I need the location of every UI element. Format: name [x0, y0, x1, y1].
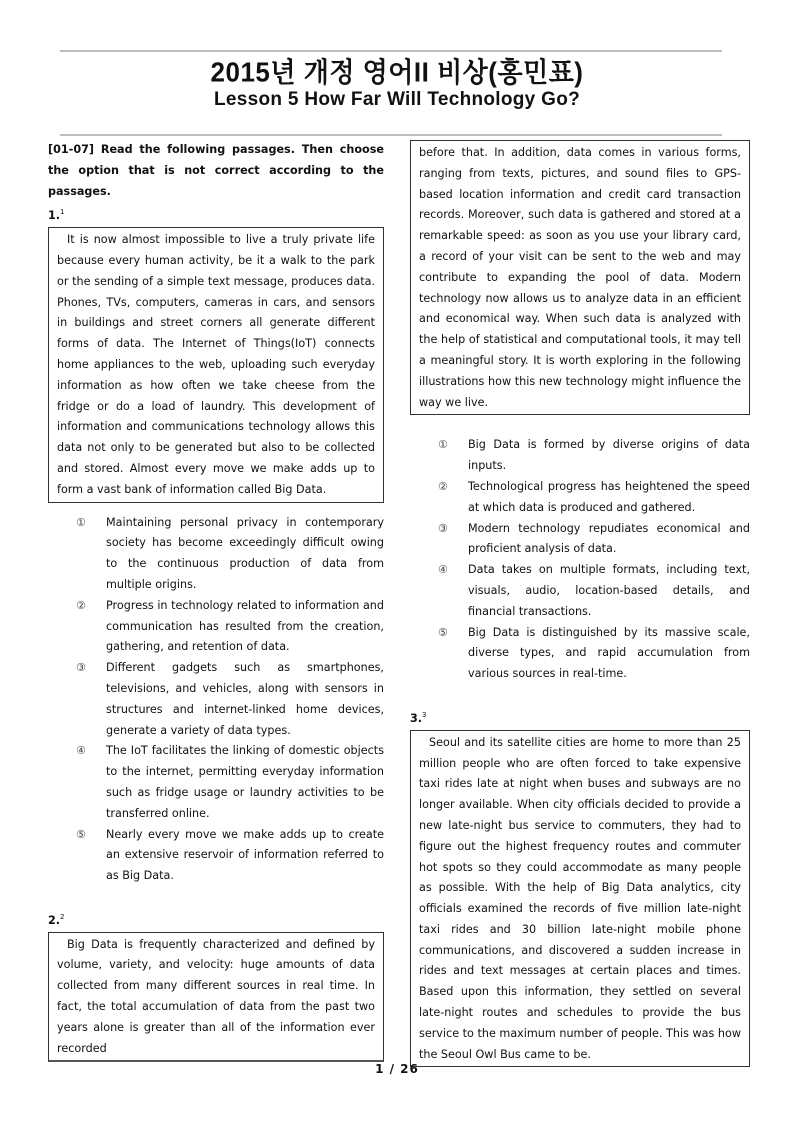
spacer	[48, 887, 384, 907]
passage-text: Seoul and its satellite cities are home to more than 25 million people who are often forced to take expensive taxi rides late at night when buses and subways are no longer available. When city officials decided to provide a new late-night bus service to commuters, they had to figure out the highest frequency routes and commuter hot spots so they could accommodate as many people as possible. With the help of Big Data analytics, city officials examined the records of five million late-night taxi rides and 30 billion late-night mobile phone communications, and discovered a sudden increase in rides and text messages at certain places and times. Based upon this information, they settled on several late-night routes and schedules to provide the bus service to the maximum number of people. This was how the Seoul Owl Bus came to be.	[419, 735, 741, 1061]
option-marker: ①	[76, 515, 86, 529]
instructions: [01-07] Read the following passages. Then choose the option that is not correct according to the passages.	[48, 143, 384, 198]
option-marker: ①	[438, 438, 448, 452]
question-label: 3.	[410, 711, 423, 725]
question-number-1	[48, 202, 384, 227]
option-item[interactable]	[410, 435, 750, 477]
option-item[interactable]	[48, 513, 384, 596]
lesson-subtitle: Lesson 5 How Far Will Technology Go?	[213, 89, 581, 110]
option-item[interactable]	[410, 623, 750, 685]
option-item[interactable]	[48, 658, 384, 741]
option-text: Big Data is formed by diverse origins of data inputs.	[468, 438, 750, 473]
footnote-marker: 3	[422, 710, 427, 719]
document-title: 2015년 개정 영어II 비상(홍민표)	[210, 56, 584, 88]
left-column	[48, 140, 384, 1062]
option-marker: ④	[438, 563, 448, 577]
question-label: 1.	[48, 209, 61, 223]
option-marker: ③	[76, 661, 86, 675]
passage-text: It is now almost impossible to live a truly private life because every human activity, be it a walk to the park or the sending of a simple text message, produces data. Phones, TVs, computers, cameras in cars, and sensors in buildings and street corners all generate different forms of data. The Internet of Things(IoT) connects home appliances to the web, uploading such everyday information as how often we take cheese from the fridge or do a load of laundry. This development of information and communications technology allows this data not only to be generated but also to be collected and stored. Almost every move we make adds up to form a vast bank of information called Big Data.	[57, 233, 375, 496]
option-marker: ④	[76, 744, 86, 758]
question-label: 2.	[48, 913, 61, 927]
document-header	[0, 56, 794, 112]
option-text: Different gadgets such as smartphones, televisions, and vehicles, along with sensors in structures and internet-linked home devices, generate a variety of data types.	[106, 661, 384, 737]
option-text: Data takes on multiple formats, including text, visuals, audio, location-based details, and financial transactions.	[468, 563, 750, 618]
option-marker: ②	[438, 479, 448, 493]
header-rule-bottom	[60, 134, 722, 136]
option-item[interactable]	[48, 825, 384, 887]
option-item[interactable]	[48, 741, 384, 824]
options-list-2	[410, 435, 750, 685]
question-number-2	[48, 907, 384, 932]
option-text: Progress in technology related to information and communication has resulted from the creation, gathering, and retention of data.	[106, 598, 384, 654]
option-marker: ⑤	[76, 827, 86, 841]
option-text: Modern technology repudiates economical and proficient analysis of data.	[468, 521, 750, 556]
option-marker: ③	[438, 521, 448, 535]
footnote-marker: 2	[60, 912, 65, 921]
option-item[interactable]	[48, 596, 384, 658]
option-item[interactable]	[410, 477, 750, 519]
right-column	[410, 140, 750, 1067]
option-text: Maintaining personal privacy in contemporary society has become exceedingly difficult owing to the continuous production of data from multiple origins.	[106, 515, 384, 591]
option-text: Big Data is distinguished by its massive scale, diverse types, and rapid accumulation from various sources in real-time.	[468, 625, 750, 681]
option-marker: ⑤	[438, 625, 448, 639]
option-item[interactable]	[410, 519, 750, 561]
passage-box-2-part1	[48, 932, 384, 1063]
spacer	[410, 685, 750, 705]
question-number-3	[410, 705, 750, 730]
passage-box-3	[410, 730, 750, 1068]
option-marker: ②	[76, 598, 86, 612]
option-item[interactable]	[410, 560, 750, 622]
passage-box-2-part2	[410, 140, 750, 415]
footnote-marker: 1	[60, 208, 65, 217]
option-text: Technological progress has heightened the speed at which data is produced and gathered.	[468, 479, 750, 514]
option-text: Nearly every move we make adds up to create an extensive reservoir of information referred to as Big Data.	[106, 827, 384, 883]
passage-text: Big Data is frequently characterized and defined by volume, variety, and velocity: huge amounts of data collected from many different sources in real time. In fact, the total accumulation of data from the past two years alone is greater than all of the information ever recorded	[57, 937, 375, 1055]
page-indicator: 1 / 26	[375, 1062, 419, 1076]
options-list-1	[48, 513, 384, 887]
header-rule-top	[60, 50, 722, 52]
option-text: The IoT facilitates the linking of domestic objects to the internet, permitting everyday information such as fridge usage or laundry activities to be transferred online.	[106, 744, 384, 820]
passage-box-1	[48, 227, 384, 502]
passage-text: before that. In addition, data comes in various forms, ranging from texts, pictures, and sound files to GPS-based location information and credit card transaction records. Moreover, such data is gathered and stored at a remarkable speed: as soon as you use your library card, a record of your visit can be sent to the web and may contribute to expanding the pool of data. Modern technology now allows us to analyze data in an efficient and economical way. When such data is analyzed with the help of statistical and computational tools, it may tell a meaningful story. It is worth exploring in the following illustrations how this new technology might influence the way we live.	[419, 146, 741, 409]
